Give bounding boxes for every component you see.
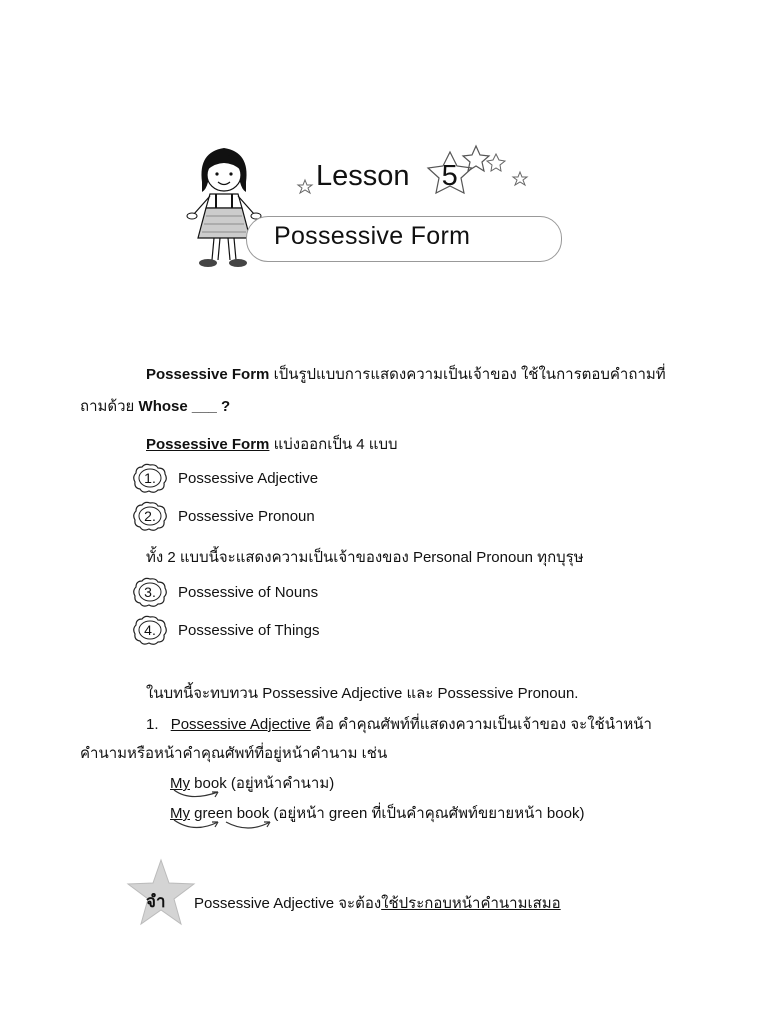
intro-prefix: ถามด้วย [80,398,135,415]
page-title: Possessive Form [274,222,471,250]
list-item-2: Possessive Pronoun [178,508,315,525]
badge-number: 4. [144,622,156,638]
intro-line-1 [146,362,666,386]
remember-underlined: ใช้ประกอบหน้าคำนามเสมอ [381,895,561,912]
types-text: แบ่งออกเป็น 4 แบบ [273,436,398,453]
curved-arrows-icon [170,816,280,836]
intro-term: Possessive Form [146,366,270,383]
remember-text: Possessive Adjective จะต้อง [194,895,382,912]
badge-2 [132,501,168,531]
badge-3 [132,577,168,607]
intro-definition: เป็นรูปแบบการแสดงความเป็นเจ้าของ ใช้ในการตอบคำถามที่ [273,366,666,383]
example-2-rest: green book (อยู่หน้า green ที่เป็นคำคุณศัพท์ขยายหน้า book) [194,805,585,822]
example-1-rest: book (อยู่หน้าคำนาม) [194,775,335,792]
example-2-word: My [170,805,190,822]
intro-line-2 [80,394,230,418]
section1-line-1 [146,712,652,736]
remember-line [194,891,561,915]
badge-1 [132,463,168,493]
section1-def-1: คือ คำคุณศัพท์ที่แสดงความเป็นเจ้าของ จะใช้นำหน้า [314,716,652,733]
lesson-label: Lesson [316,160,410,192]
review-line: ในบทนี้จะทบทวน Possessive Adjective และ Possessive Pronoun. [146,685,579,702]
list-item-3: Possessive of Nouns [178,584,319,601]
types-line [146,432,397,456]
badge-4 [132,615,168,645]
curved-arrow-icon [170,786,230,802]
lesson-heading [316,160,464,193]
section1-number: 1. [146,716,159,733]
example-1-word: My [170,775,190,792]
list-item-4: Possessive of Things [178,622,320,639]
badge-number: 1. [144,470,156,486]
types-term: Possessive Form [146,436,270,453]
lesson-number: 5 [441,160,458,192]
list-item-1: Possessive Adjective [178,470,319,487]
note-both: ทั้ง 2 แบบนี้จะแสดงความเป็นเจ้าของของ Personal Pronoun ทุกบุรุษ [146,549,584,566]
section1-term: Possessive Adjective [170,716,311,733]
question-word: Whose ___ ? [138,398,231,415]
section1-line-2: คำนามหรือหน้าคำคุณศัพท์ที่อยู่หน้าคำนาม เช่น [80,745,388,762]
badge-number: 2. [144,508,156,524]
badge-number: 3. [144,584,156,600]
remember-word: จำ [146,892,166,911]
